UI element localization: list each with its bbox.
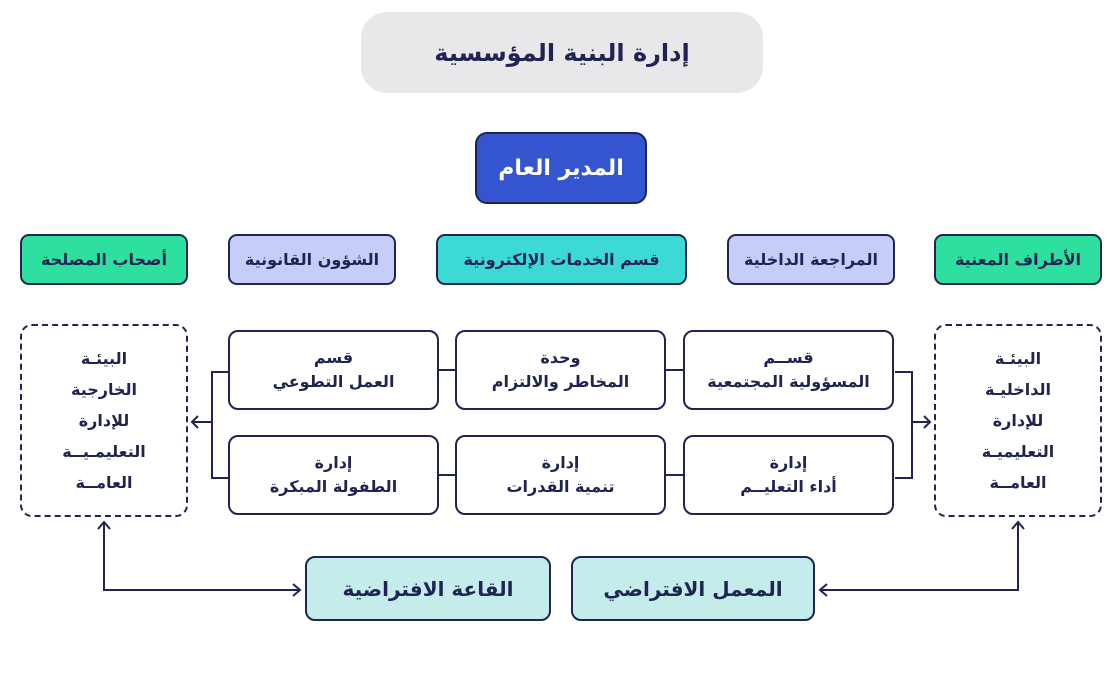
env-line: الداخليـة [985,379,1051,399]
left-bracket-line [212,372,228,478]
dept-education-performance [683,435,894,515]
stakeholders-concerned-box: الأطراف المعنية [934,234,1102,285]
dept-label-line2: العمل التطوعي [272,372,395,391]
e-services-department-box: قسم الخدمات الإلكترونية [436,234,687,285]
dept-label-line2: أداء التعليــم [740,477,837,496]
dept-label-line1: إدارة [769,453,808,472]
dept-label-line2: تنمية القدرات [506,477,615,496]
dept-risk-compliance [455,330,666,410]
legal-affairs-box: الشؤون القانونية [228,234,396,285]
dept-label-line2: المخاطر والالتزام [491,372,630,391]
dept-volunteer-work [228,330,439,410]
dept-label-line1: وحدة [540,348,581,367]
dept-label-line1: قســم [763,348,814,367]
diagram-title: إدارة البنية المؤسسية [361,12,763,93]
dept-label-line2: المسؤولية المجتمعية [707,372,870,391]
env-line: العامــة [75,473,133,493]
dept-label-line2: الطفولة المبكرة [269,477,398,496]
dept-label-line1: إدارة [314,453,353,472]
right-feedback-line [820,522,1018,590]
external-environment-box [20,324,188,517]
virtual-hall-box: القاعة الافتراضية [305,556,551,621]
dept-label-line1: قسم [313,348,354,367]
env-line: التعليمـيــة [62,442,146,462]
left-feedback-line [104,522,300,590]
env-line: للإدارة [78,410,130,430]
internal-environment-box [934,324,1102,517]
dept-label-line1: إدارة [541,453,580,472]
virtual-lab-box: المعمل الافتراضي [571,556,815,621]
env-line: الخارجية [70,379,137,399]
dept-capacity-development [455,435,666,515]
internal-audit-box: المراجعة الداخلية [727,234,895,285]
env-line: العامــة [989,473,1047,493]
env-line: البيئـة [994,348,1042,368]
dept-early-childhood [228,435,439,515]
env-line: البيئـة [80,348,128,368]
env-line: للإدارة [992,410,1044,430]
general-manager-box: المدير العام [475,132,647,204]
right-bracket-line [895,372,912,478]
interest-holders-box: أصحاب المصلحة [20,234,188,285]
env-line: التعليميـة [981,442,1055,462]
dept-social-responsibility [683,330,894,410]
